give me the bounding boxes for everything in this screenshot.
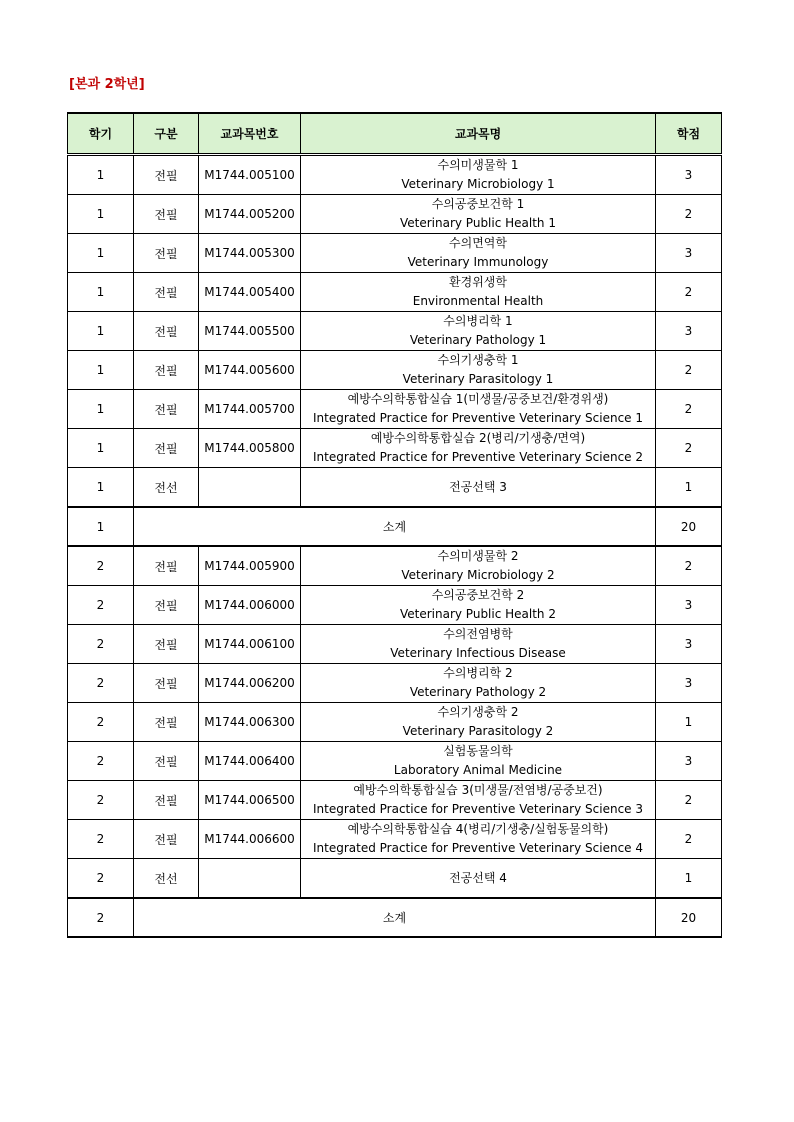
- table-row: [68, 273, 722, 312]
- cell-category: 전선: [134, 468, 199, 508]
- course-name-en: Laboratory Animal Medicine: [393, 763, 563, 777]
- cell-semester: 1: [68, 390, 134, 429]
- cell-course-no: M1744.005100: [199, 155, 301, 195]
- subtotal-credits: 20: [656, 507, 722, 546]
- cell-course-name: [301, 586, 656, 625]
- cell-semester: 1: [68, 195, 134, 234]
- cell-credits: 1: [656, 468, 722, 508]
- cell-course-no: M1744.005900: [199, 546, 301, 586]
- course-name-ko: 수의병리학 1: [443, 314, 513, 328]
- table-row: [68, 664, 722, 703]
- course-name-ko: 환경위생학: [449, 275, 507, 289]
- course-name-en: Environmental Health: [412, 294, 544, 308]
- table-row: [68, 390, 722, 429]
- cell-semester: 2: [68, 820, 134, 859]
- cell-course-name: [301, 468, 656, 508]
- cell-course-no: M1744.005800: [199, 429, 301, 468]
- cell-course-no: M1744.005400: [199, 273, 301, 312]
- cell-course-name: [301, 625, 656, 664]
- cell-course-name: [301, 781, 656, 820]
- cell-course-no: M1744.005500: [199, 312, 301, 351]
- table-row: [68, 155, 722, 195]
- table-row: [68, 429, 722, 468]
- cell-credits: 3: [656, 664, 722, 703]
- header-course-name: 교과목명: [301, 113, 656, 155]
- cell-category: 전필: [134, 664, 199, 703]
- cell-category: 전필: [134, 820, 199, 859]
- cell-course-name: [301, 546, 656, 586]
- subtotal-label: 소계: [134, 507, 656, 546]
- cell-course-name: [301, 195, 656, 234]
- cell-category: 전선: [134, 859, 199, 899]
- cell-course-no: M1744.006400: [199, 742, 301, 781]
- header-row: [68, 113, 722, 155]
- course-name-en: Integrated Practice for Preventive Veterinary Science 2: [312, 450, 643, 464]
- course-name-ko: 예방수의학통합실습 1(미생물/공중보건/환경위생): [347, 392, 609, 406]
- header-course-no: 교과목번호: [199, 113, 301, 155]
- course-name-en: Veterinary Public Health 1: [399, 216, 556, 230]
- cell-category: 전필: [134, 390, 199, 429]
- course-name-ko: 전공선택 4: [449, 870, 507, 885]
- table-row: [68, 468, 722, 508]
- table-row: [68, 546, 722, 586]
- cell-credits: 3: [656, 625, 722, 664]
- course-name-en: Veterinary Immunology: [407, 255, 549, 269]
- subtotal-semester: 1: [68, 507, 134, 546]
- cell-course-name: [301, 664, 656, 703]
- cell-semester: 2: [68, 859, 134, 899]
- cell-credits: 3: [656, 155, 722, 195]
- subtotal-credits: 20: [656, 898, 722, 937]
- cell-course-no: M1744.006000: [199, 586, 301, 625]
- subtotal-label: 소계: [134, 898, 656, 937]
- course-name-ko: 전공선택 3: [449, 479, 507, 494]
- cell-course-name: [301, 703, 656, 742]
- cell-credits: 2: [656, 820, 722, 859]
- course-name-ko: 수의전염병학: [443, 627, 513, 641]
- cell-semester: 2: [68, 781, 134, 820]
- cell-credits: 2: [656, 546, 722, 586]
- course-name-en: Veterinary Microbiology 1: [401, 177, 555, 191]
- cell-credits: 2: [656, 390, 722, 429]
- cell-course-no: M1744.006600: [199, 820, 301, 859]
- subtotal-row: [68, 507, 722, 546]
- course-name-ko: 실험동물의학: [443, 744, 513, 758]
- cell-course-name: [301, 390, 656, 429]
- cell-credits: 2: [656, 429, 722, 468]
- cell-course-name: [301, 859, 656, 899]
- course-name-en: Veterinary Microbiology 2: [401, 568, 555, 582]
- cell-course-name: [301, 273, 656, 312]
- cell-semester: 1: [68, 429, 134, 468]
- course-name-ko: 수의기생충학 1: [437, 353, 519, 367]
- cell-course-no: M1744.005200: [199, 195, 301, 234]
- cell-course-no: M1744.006500: [199, 781, 301, 820]
- cell-credits: 3: [656, 312, 722, 351]
- cell-course-no: M1744.006100: [199, 625, 301, 664]
- cell-category: 전필: [134, 742, 199, 781]
- cell-category: 전필: [134, 195, 199, 234]
- cell-credits: 1: [656, 859, 722, 899]
- cell-semester: 1: [68, 351, 134, 390]
- cell-course-no: [199, 859, 301, 899]
- cell-category: 전필: [134, 234, 199, 273]
- table-row: [68, 312, 722, 351]
- cell-category: 전필: [134, 703, 199, 742]
- cell-credits: 3: [656, 586, 722, 625]
- course-name-en: Integrated Practice for Preventive Veterinary Science 4: [312, 841, 643, 855]
- cell-semester: 2: [68, 586, 134, 625]
- cell-category: 전필: [134, 625, 199, 664]
- cell-course-no: [199, 468, 301, 508]
- cell-course-no: M1744.006300: [199, 703, 301, 742]
- section-title: [본과 2학년]: [69, 77, 145, 92]
- table-row: [68, 781, 722, 820]
- course-name-en: Veterinary Public Health 2: [399, 607, 556, 621]
- cell-category: 전필: [134, 312, 199, 351]
- cell-course-name: [301, 312, 656, 351]
- course-name-ko: 예방수의학통합실습 4(병리/기생충/실험동물의학): [347, 822, 609, 836]
- cell-category: 전필: [134, 546, 199, 586]
- cell-course-no: M1744.005600: [199, 351, 301, 390]
- cell-credits: 2: [656, 351, 722, 390]
- cell-credits: 2: [656, 781, 722, 820]
- table-row: [68, 586, 722, 625]
- curriculum-table: [67, 112, 722, 938]
- cell-course-name: [301, 820, 656, 859]
- cell-course-no: M1744.005700: [199, 390, 301, 429]
- course-name-ko: 수의미생물학 2: [437, 549, 519, 563]
- cell-credits: 2: [656, 273, 722, 312]
- subtotal-semester: 2: [68, 898, 134, 937]
- header-credits: 학점: [656, 113, 722, 155]
- table-row: [68, 195, 722, 234]
- table-row: [68, 820, 722, 859]
- course-name-ko: 예방수의학통합실습 3(미생물/전염병/공중보건): [353, 783, 603, 797]
- cell-semester: 2: [68, 664, 134, 703]
- subtotal-row: [68, 898, 722, 937]
- cell-credits: 3: [656, 234, 722, 273]
- table-row: [68, 859, 722, 899]
- cell-semester: 2: [68, 546, 134, 586]
- course-name-en: Veterinary Parasitology 1: [402, 372, 554, 386]
- course-name-ko: 수의공중보건학 2: [431, 588, 525, 602]
- course-name-en: Integrated Practice for Preventive Veterinary Science 1: [312, 411, 643, 425]
- table-row: [68, 625, 722, 664]
- cell-credits: 2: [656, 195, 722, 234]
- header-semester: 학기: [68, 113, 134, 155]
- course-name-en: Integrated Practice for Preventive Veterinary Science 3: [312, 802, 643, 816]
- cell-category: 전필: [134, 273, 199, 312]
- course-name-ko: 수의병리학 2: [443, 666, 513, 680]
- cell-category: 전필: [134, 429, 199, 468]
- table-row: [68, 351, 722, 390]
- cell-course-name: [301, 742, 656, 781]
- course-name-en: Veterinary Parasitology 2: [402, 724, 554, 738]
- cell-course-name: [301, 351, 656, 390]
- cell-course-name: [301, 155, 656, 195]
- course-name-ko: 수의면역학: [449, 236, 507, 250]
- cell-semester: 1: [68, 312, 134, 351]
- course-name-ko: 수의공중보건학 1: [431, 197, 525, 211]
- cell-category: 전필: [134, 351, 199, 390]
- table-row: [68, 234, 722, 273]
- cell-semester: 1: [68, 273, 134, 312]
- cell-semester: 1: [68, 234, 134, 273]
- course-name-ko: 예방수의학통합실습 2(병리/기생충/면역): [370, 431, 586, 445]
- cell-credits: 3: [656, 742, 722, 781]
- cell-course-name: [301, 234, 656, 273]
- course-name-en: Veterinary Pathology 1: [409, 333, 547, 347]
- cell-semester: 1: [68, 468, 134, 508]
- cell-semester: 2: [68, 625, 134, 664]
- cell-credits: 1: [656, 703, 722, 742]
- cell-semester: 2: [68, 742, 134, 781]
- cell-course-no: M1744.005300: [199, 234, 301, 273]
- course-name-ko: 수의기생충학 2: [437, 705, 519, 719]
- cell-course-name: [301, 429, 656, 468]
- header-category: 구분: [134, 113, 199, 155]
- course-name-en: Veterinary Infectious Disease: [390, 646, 566, 660]
- table-body: [68, 155, 722, 938]
- cell-semester: 1: [68, 155, 134, 195]
- table-row: [68, 703, 722, 742]
- course-name-ko: 수의미생물학 1: [437, 158, 519, 172]
- cell-category: 전필: [134, 781, 199, 820]
- course-name-en: Veterinary Pathology 2: [409, 685, 547, 699]
- cell-semester: 2: [68, 703, 134, 742]
- table-row: [68, 742, 722, 781]
- cell-category: 전필: [134, 155, 199, 195]
- cell-category: 전필: [134, 586, 199, 625]
- cell-course-no: M1744.006200: [199, 664, 301, 703]
